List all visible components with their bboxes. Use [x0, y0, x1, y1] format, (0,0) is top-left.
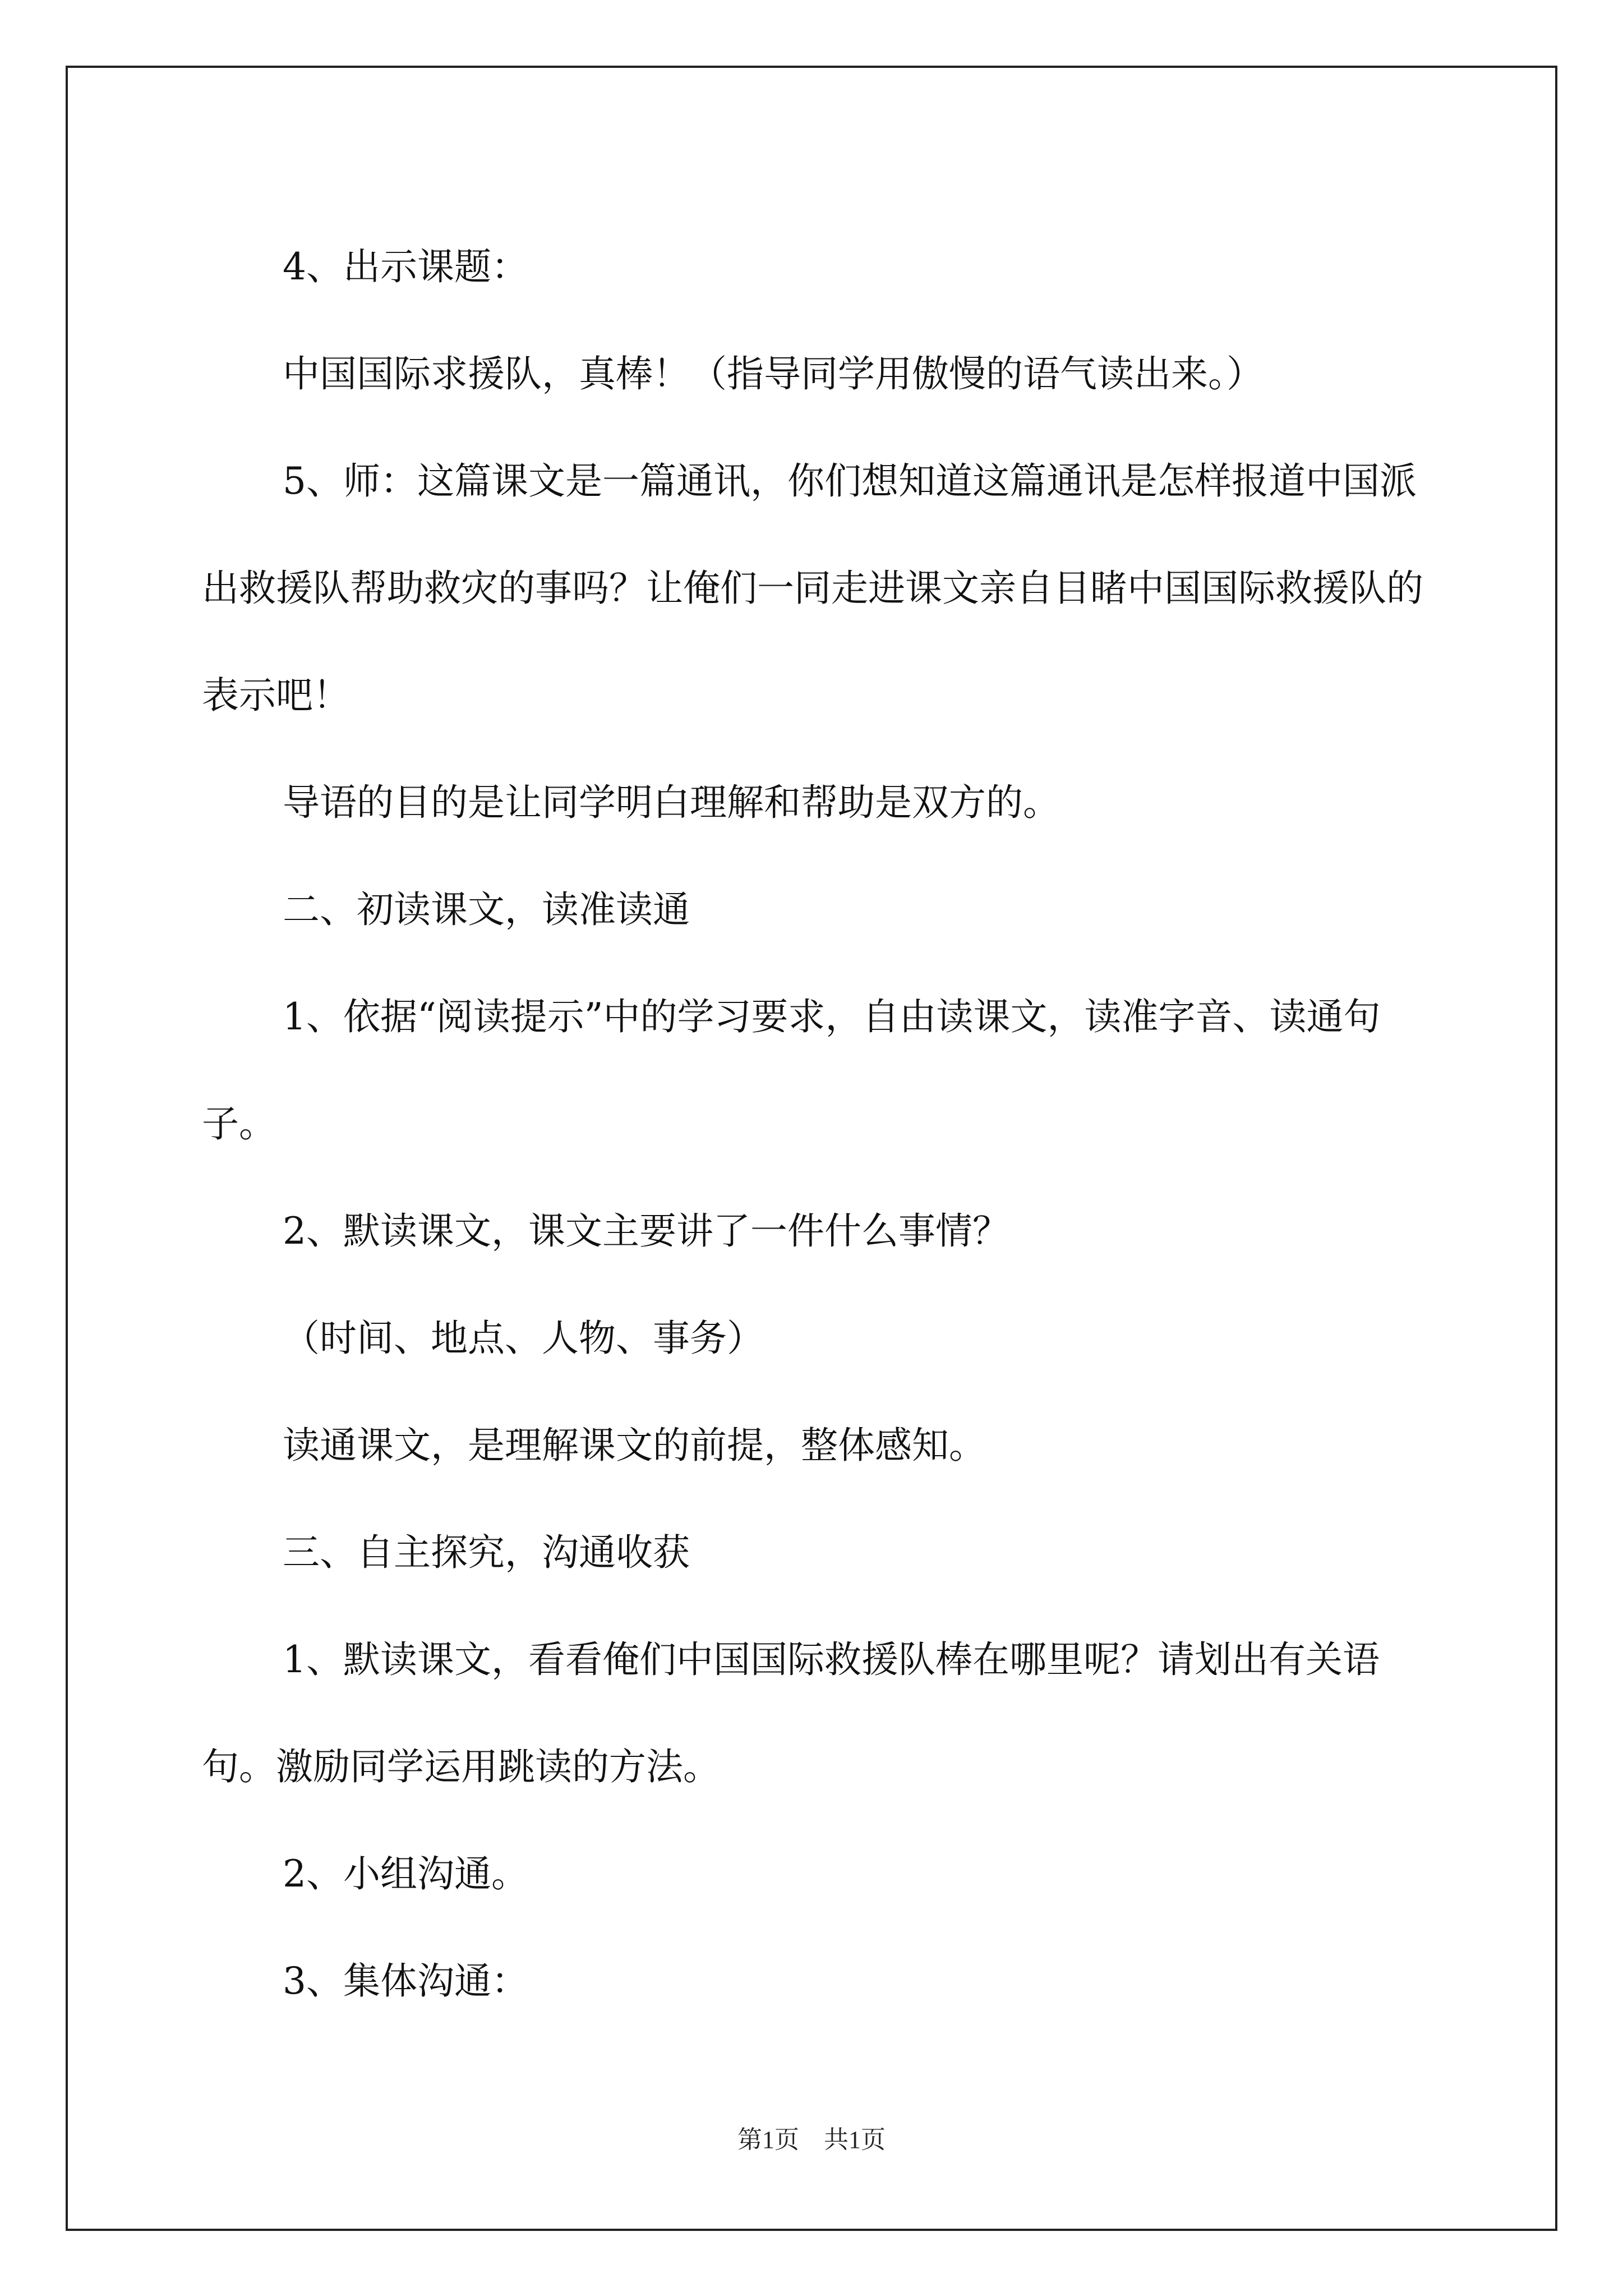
paragraph: 1、默读课文，看看俺们中国国际救援队棒在哪里呢？请划出有关语句。激励同学运用跳读的方法。 [202, 1638, 1380, 1788]
paragraph: （时间、地点、人物、事务） [283, 1317, 764, 1360]
section-heading: 三、自主探究，沟通收获 [283, 1531, 690, 1574]
document-body [202, 213, 1424, 2035]
paragraph: 3、集体沟通： [283, 1959, 528, 2003]
paragraph: 2、默读课文，课文主要讲了一件什么事情？ [283, 1209, 1009, 1253]
paragraph: 5、师：这篇课文是一篇通讯，你们想知道这篇通讯是怎样报道中国派出救援队帮助救灾的事吗？让俺们一同走进课文亲自目睹中国国际救援队的表示吧！ [202, 459, 1423, 717]
section-heading: 二、初读课文，读准读通 [283, 888, 690, 931]
paragraph: 1、依据“阅读提示”中的学习要求，自由读课文，读准字音、读通句子。 [202, 995, 1381, 1145]
paragraph: 2、小组沟通。 [283, 1852, 528, 1895]
paragraph: 4、出示课题： [283, 245, 528, 288]
page-footer: 第1页 共1页 [737, 2126, 886, 2154]
paragraph: 读通课文，是理解课文的前提，整体感知。 [283, 1424, 986, 1467]
paragraph: 导语的目的是让同学明白理解和帮助是双方的。 [283, 781, 1060, 824]
paragraph: 中国国际求援队，真棒！（指导同学用傲慢的语气读出来。） [283, 352, 1264, 395]
